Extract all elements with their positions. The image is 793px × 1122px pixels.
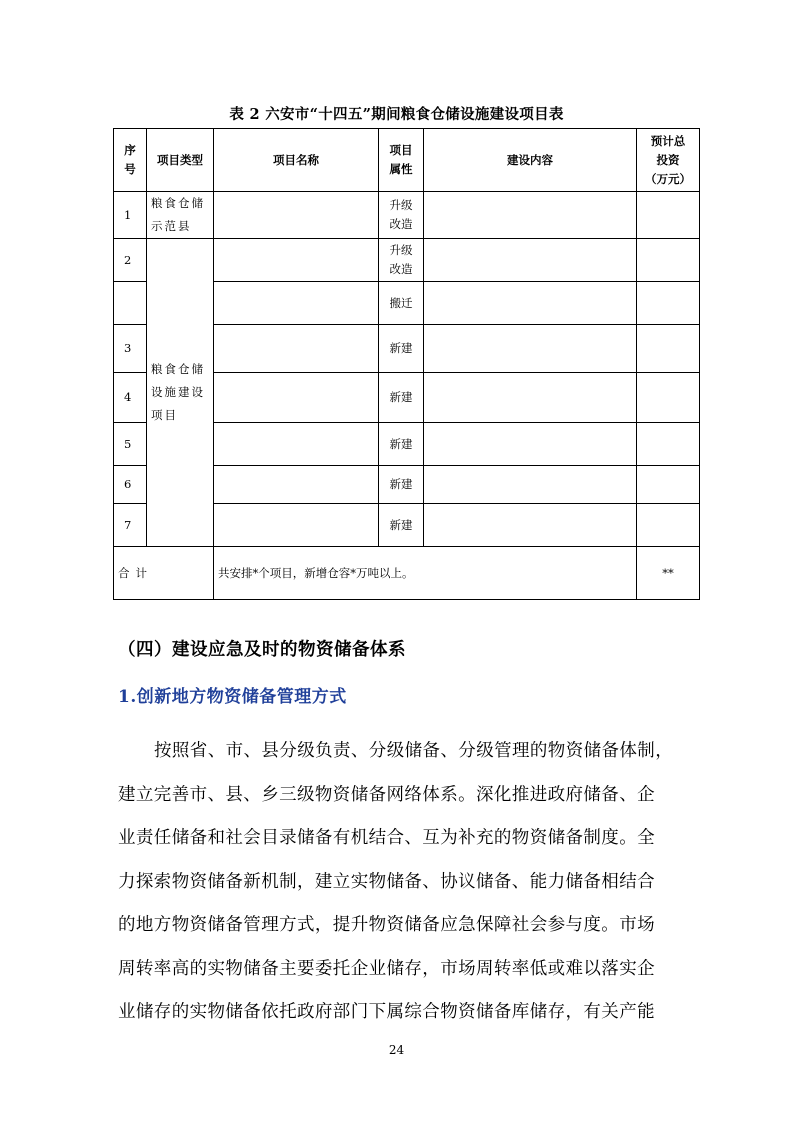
cell-type-line: 示范县: [151, 219, 192, 233]
cell-content: [424, 504, 637, 547]
cell-seq: 6: [114, 466, 147, 504]
cell-attr: 新建: [379, 423, 424, 466]
header-attr: [379, 129, 424, 192]
section-heading: （四）建设应急及时的物资储备体系: [118, 640, 406, 660]
cell-invest: [637, 325, 700, 373]
cell-invest: [637, 423, 700, 466]
table-summary-row: [114, 547, 700, 600]
cell-name: [214, 466, 379, 504]
cell-content: [424, 239, 637, 282]
cell-attr: 新建: [379, 325, 424, 373]
header-invest: [637, 129, 700, 192]
header-seq-line: 序: [124, 143, 136, 157]
header-invest-line: 预计总: [650, 133, 686, 148]
cell-name: [214, 239, 379, 282]
paragraph-line: 业储存的实物储备依托政府部门下属综合物资储备库储存，有关产能: [118, 1002, 655, 1022]
paragraph-line: 建立完善市、县、乡三级物资储备网络体系。深化推进政府储备、企: [118, 784, 655, 805]
cell-type: [147, 192, 214, 239]
cell-name: [214, 373, 379, 423]
cell-invest: [637, 373, 700, 423]
cell-content: [424, 373, 637, 423]
header-content: 建设内容: [424, 129, 637, 192]
header-name: 项目名称: [214, 129, 379, 192]
cell-content: [424, 423, 637, 466]
cell-type-line: 项目: [151, 408, 178, 422]
cell-attr-line: 升级: [389, 243, 413, 257]
cell-seq: 7: [114, 504, 147, 547]
cell-name: [214, 192, 379, 239]
header-seq-line: 号: [124, 162, 136, 176]
table-row: [114, 192, 700, 239]
header-attr-line: 项目: [389, 143, 413, 157]
cell-attr: [379, 239, 424, 282]
cell-attr-line: 改造: [389, 217, 413, 231]
paragraph-line: 力探索物资储备新机制，建立实物储备、协议储备、能力储备相结合: [118, 871, 655, 892]
cell-seq: [114, 282, 147, 325]
page-number: 24: [388, 1043, 405, 1057]
subsection-heading: 1.创新地方物资储备管理方式: [118, 687, 347, 707]
cell-attr-line: 升级: [389, 198, 413, 212]
cell-content: [424, 466, 637, 504]
cell-attr: 搬迁: [379, 282, 424, 325]
cell-attr: 新建: [379, 504, 424, 547]
cell-attr: 新建: [379, 373, 424, 423]
table-header-row: [114, 129, 700, 192]
cell-invest: [637, 466, 700, 504]
cell-content: [424, 325, 637, 373]
cell-content: [424, 192, 637, 239]
cell-invest: [637, 192, 700, 239]
project-table: [113, 128, 700, 600]
header-invest-line: （万元）: [645, 171, 691, 186]
table-caption: 表 2 六安市“十四五”期间粮食仓储设施建设项目表: [229, 106, 564, 123]
body-paragraph: [118, 730, 680, 1035]
summary-text: 共安排*个项目，新增仓容*万吨以上。: [214, 547, 637, 600]
cell-name: [214, 325, 379, 373]
table-row: [114, 239, 700, 282]
cell-invest: [637, 504, 700, 547]
cell-type-line: 粮食仓储: [151, 362, 205, 376]
cell-type-line: 粮食仓储: [151, 196, 205, 210]
cell-type-line: 设施建设: [151, 385, 205, 399]
paragraph-line: 的地方物资储备管理方式，提升物资储备应急保障社会参与度。市场: [118, 915, 655, 935]
cell-type-merged: [147, 239, 214, 547]
header-attr-line: 属性: [389, 162, 413, 176]
cell-attr: 新建: [379, 466, 424, 504]
cell-seq: 5: [114, 423, 147, 466]
cell-invest: [637, 239, 700, 282]
cell-attr-line: 改造: [389, 262, 413, 276]
cell-seq: 2: [114, 239, 147, 282]
cell-seq: 4: [114, 373, 147, 423]
summary-label: 合计: [114, 547, 214, 600]
cell-attr: [379, 192, 424, 239]
header-seq: [114, 129, 147, 192]
paragraph-line: 业责任储备和社会目录储备有机结合、互为补充的物资储备制度。全: [118, 828, 655, 848]
cell-invest: [637, 282, 700, 325]
header-type: 项目类型: [147, 129, 214, 192]
cell-content: [424, 282, 637, 325]
paragraph-line: 按照省、市、县分级负责、分级储备、分级管理的物资储备体制，: [154, 741, 674, 761]
summary-total: **: [637, 547, 700, 600]
cell-name: [214, 504, 379, 547]
paragraph-line: 周转率高的实物储备主要委托企业储存，市场周转率低或难以落实企: [118, 958, 655, 979]
cell-name: [214, 282, 379, 325]
header-invest-line: 投资: [656, 152, 680, 167]
cell-seq: 3: [114, 325, 147, 373]
cell-name: [214, 423, 379, 466]
cell-seq: 1: [114, 192, 147, 239]
